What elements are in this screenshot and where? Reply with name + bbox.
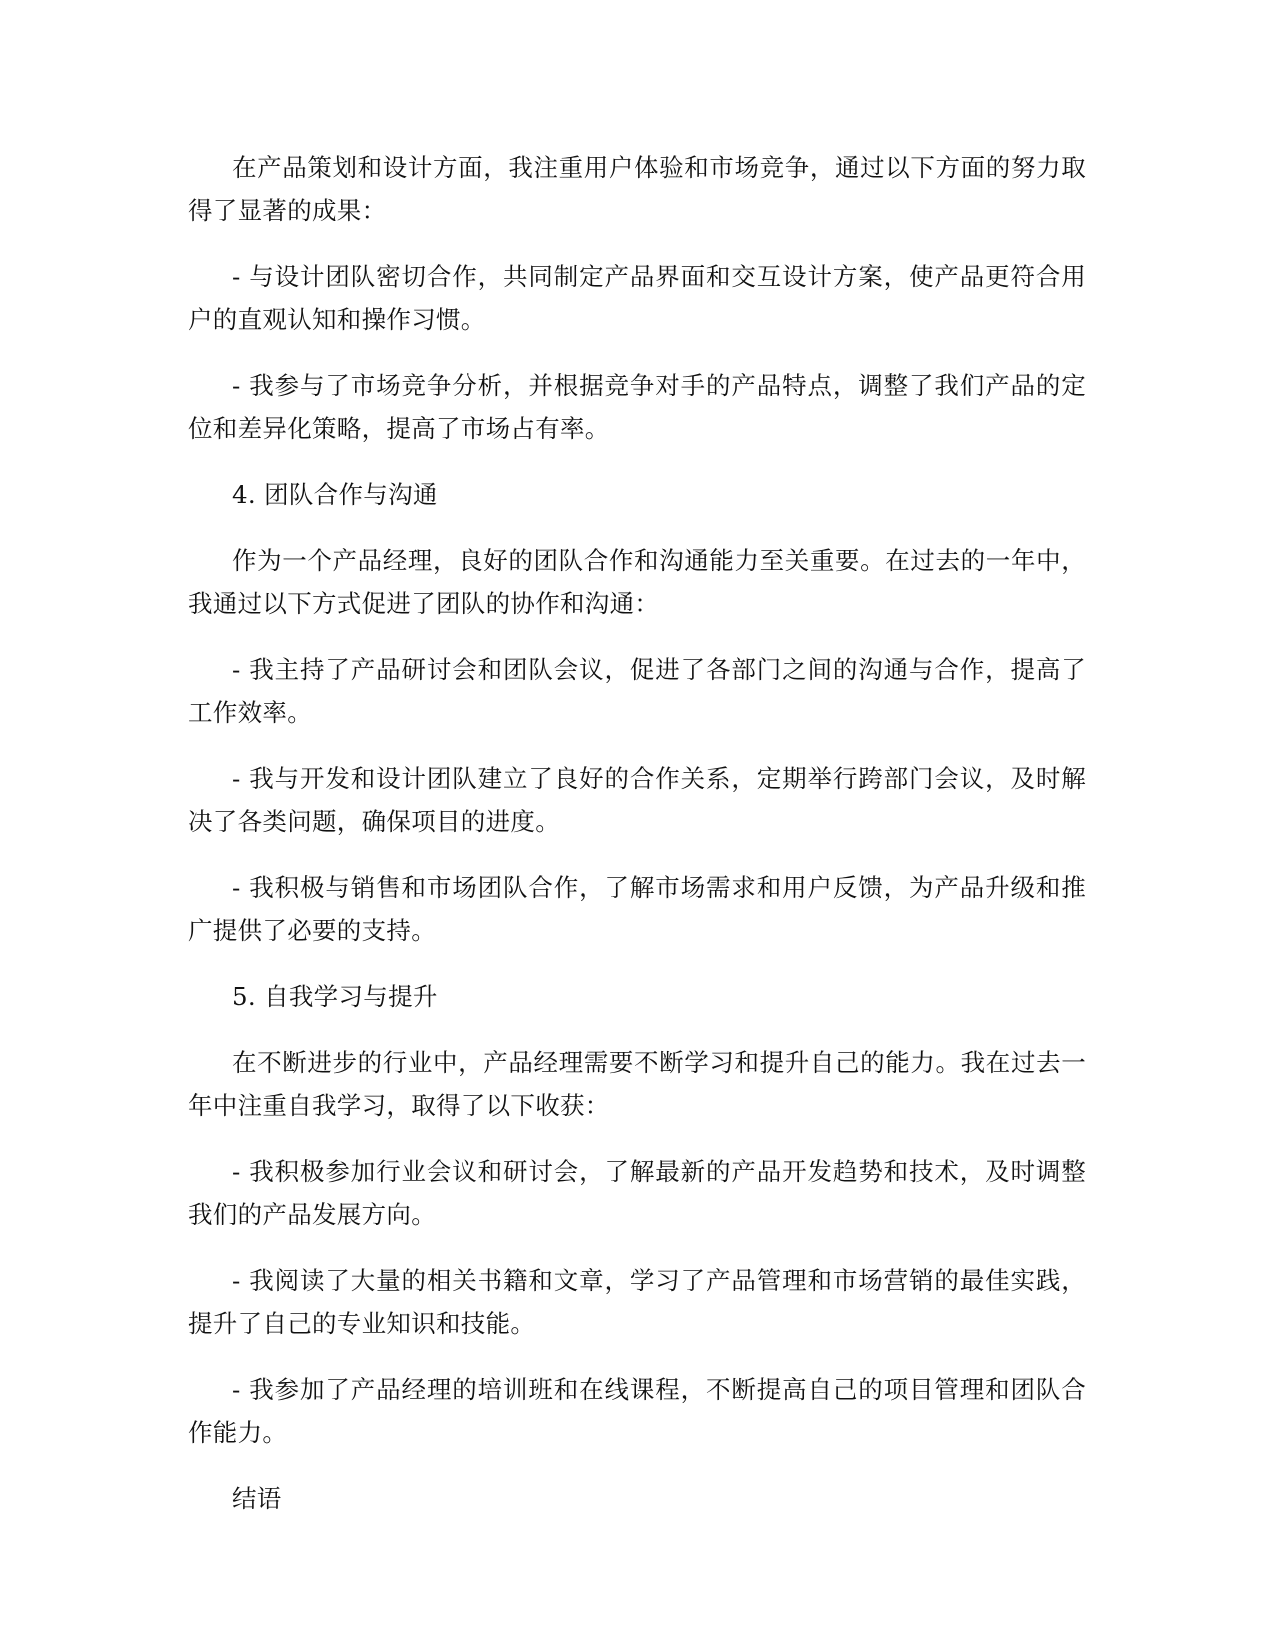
paragraph-reading-books: - 我阅读了大量的相关书籍和文章，学习了产品管理和市场营销的最佳实践，提升了自己的专业知识和技能。 [188,1266,1086,1338]
section-heading-conclusion: 结语 [232,1484,282,1513]
paragraph-design-team-collaboration: - 与设计团队密切合作，共同制定产品界面和交互设计方案，使产品更符合用户的直观认知和操作习惯。 [188,262,1086,334]
paragraph-cross-department-meetings: - 我与开发和设计团队建立了良好的合作关系，定期举行跨部门会议，及时解决了各类问题，确保项目的进度。 [188,764,1086,836]
paragraph-sales-marketing-collaboration: - 我积极与销售和市场团队合作，了解市场需求和用户反馈，为产品升级和推广提供了必要的支持。 [188,873,1086,945]
paragraph-teamwork-intro: 作为一个产品经理，良好的团队合作和沟通能力至关重要。在过去的一年中，我通过以下方式促进了团队的协作和沟通： [188,546,1086,618]
paragraph-product-design-intro: 在产品策划和设计方面，我注重用户体验和市场竞争，通过以下方面的努力取得了显著的成果： [188,153,1086,225]
document-body [188,146,1086,1543]
section-heading-teamwork: 4. 团队合作与沟通 [232,480,438,509]
paragraph-product-seminars: - 我主持了产品研讨会和团队会议，促进了各部门之间的沟通与合作，提高了工作效率。 [188,655,1086,727]
paragraph-market-competition-analysis: - 我参与了市场竞争分析，并根据竞争对手的产品特点，调整了我们产品的定位和差异化策略，提高了市场占有率。 [188,371,1086,443]
paragraph-industry-conferences: - 我积极参加行业会议和研讨会，了解最新的产品开发趋势和技术，及时调整我们的产品发展方向。 [188,1157,1086,1229]
paragraph-training-courses: - 我参加了产品经理的培训班和在线课程，不断提高自己的项目管理和团队合作能力。 [188,1375,1086,1447]
paragraph-self-learning-intro: 在不断进步的行业中，产品经理需要不断学习和提升自己的能力。我在过去一年中注重自我学习，取得了以下收获： [188,1048,1086,1120]
section-heading-self-learning: 5. 自我学习与提升 [232,982,438,1011]
